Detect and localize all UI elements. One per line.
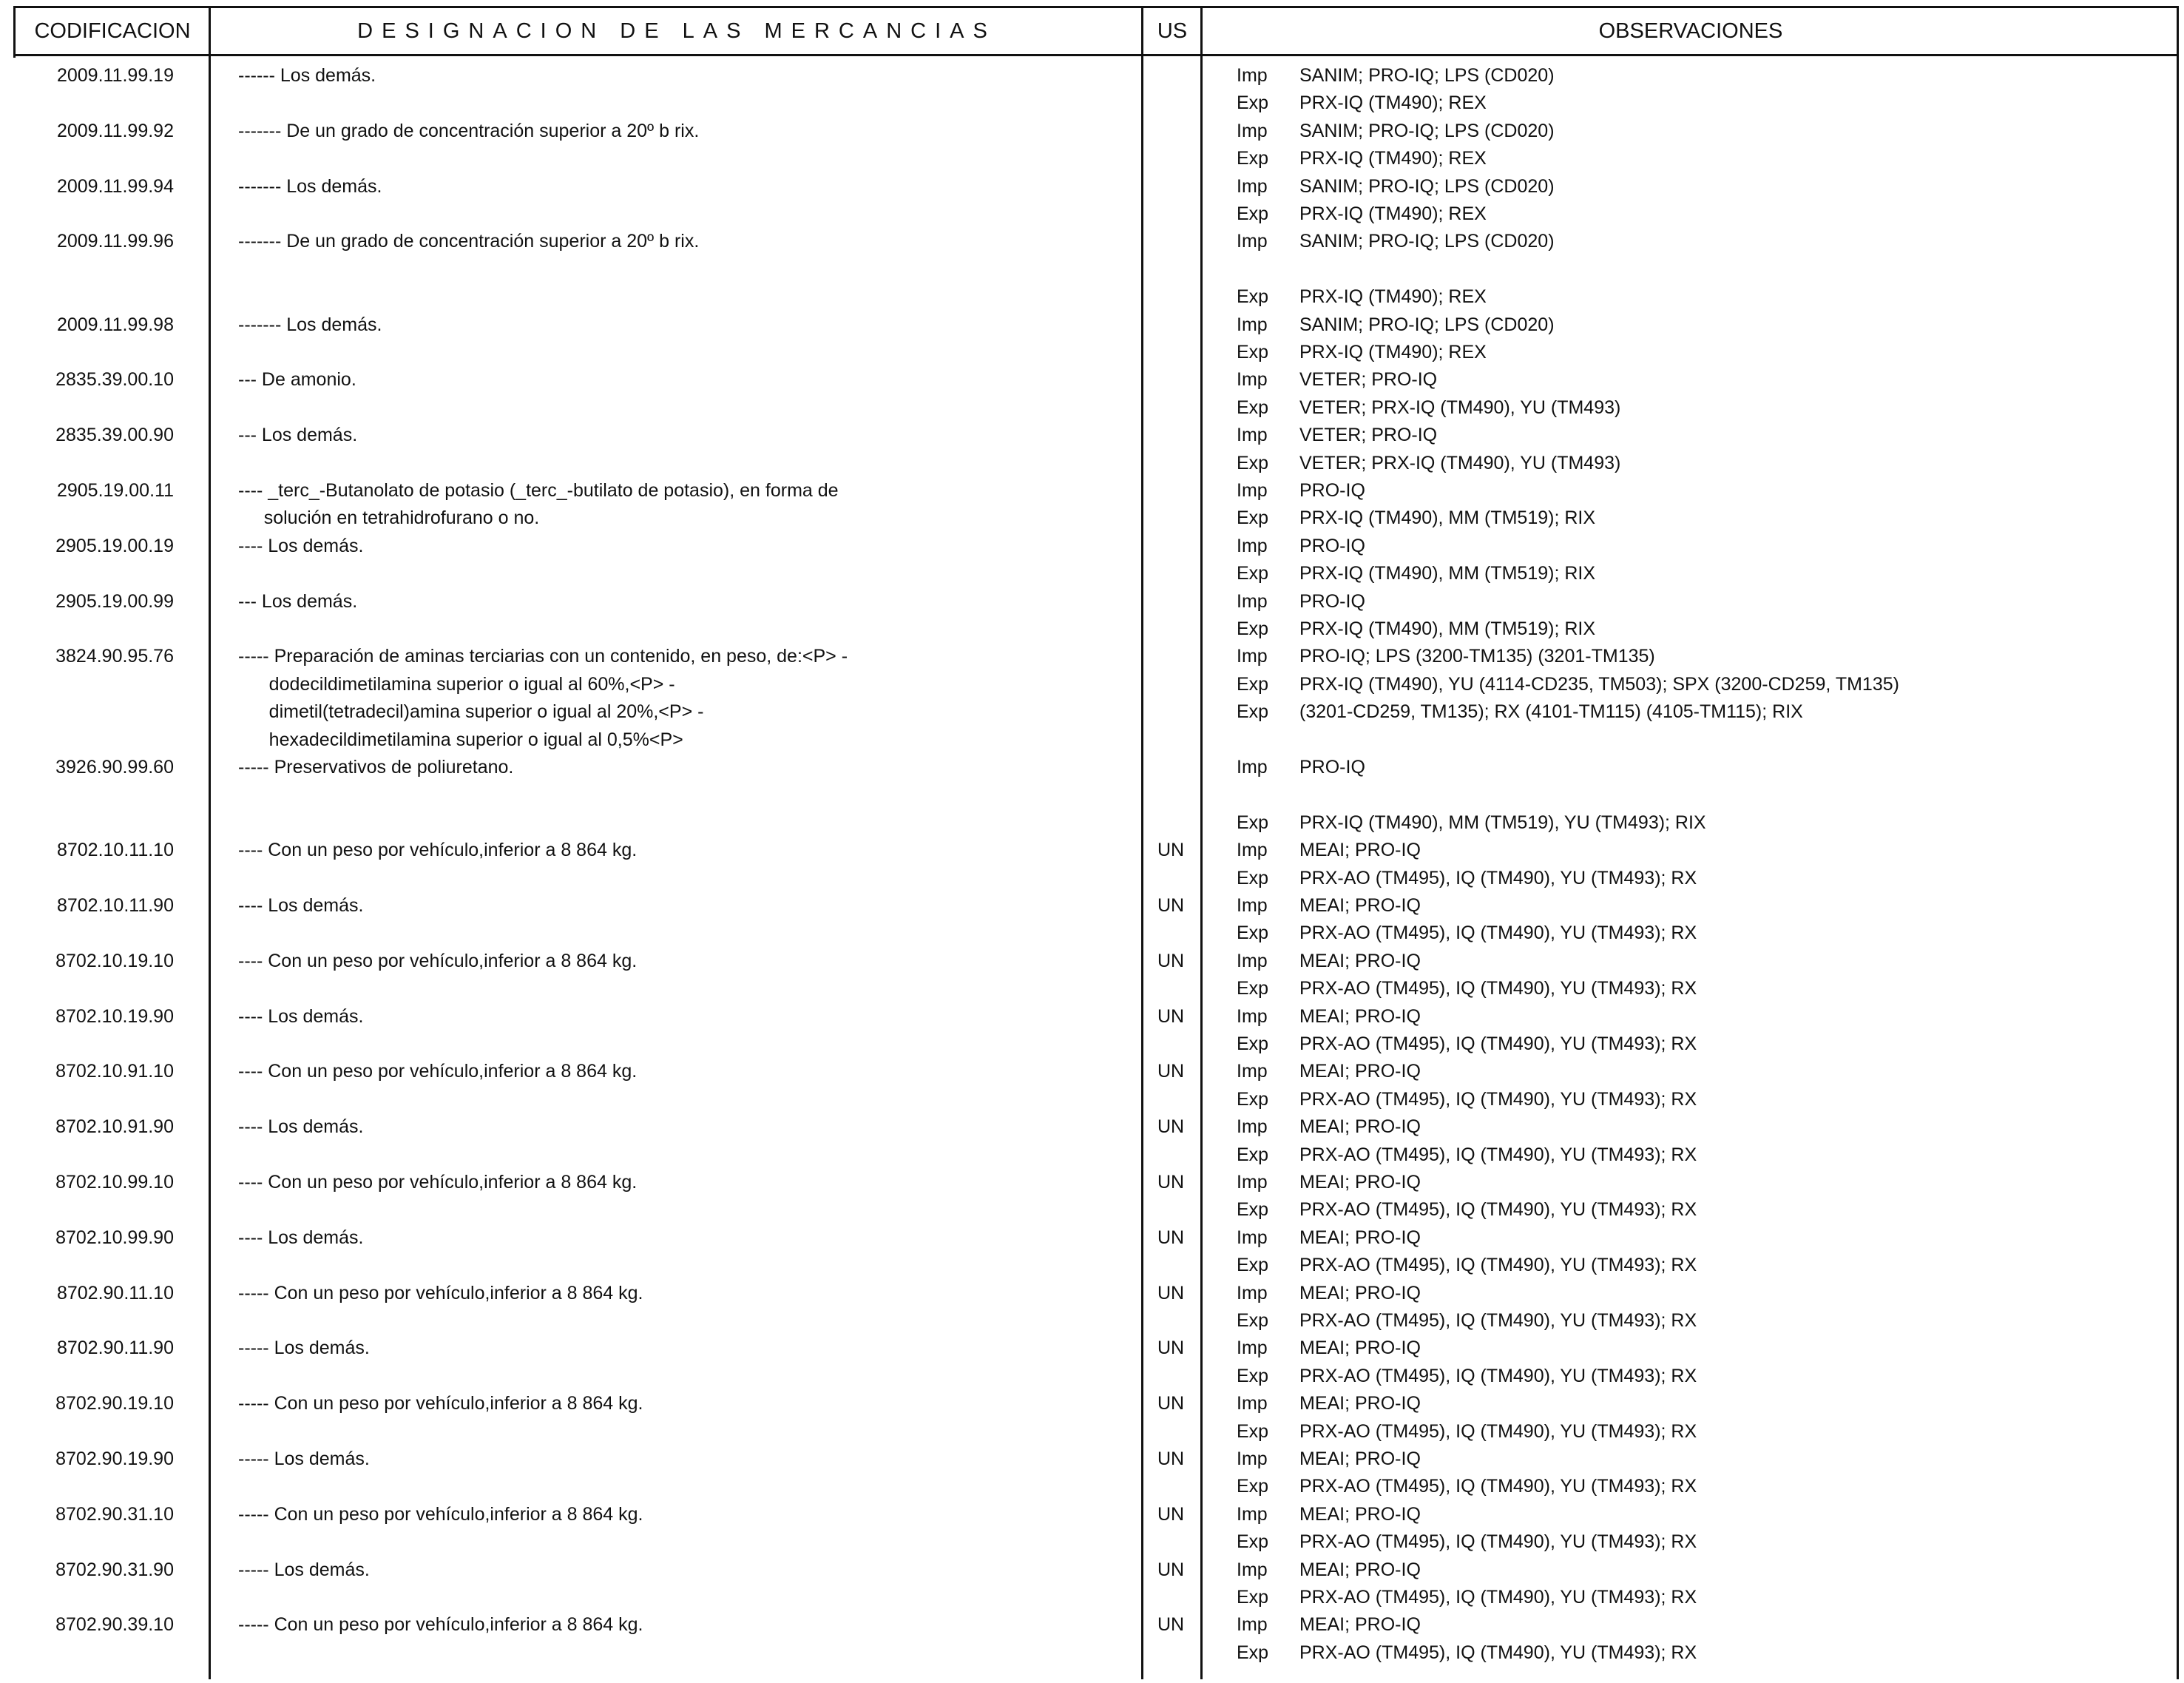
row-obs-text: VETER; PRO-IQ <box>1299 369 1438 391</box>
row-obs-text: SANIM; PRO-IQ; LPS (CD020) <box>1299 120 1555 141</box>
row-obs-type: Imp <box>1237 1614 1268 1636</box>
row-obs-type: Imp <box>1237 1448 1268 1469</box>
row-description: ----- Con un peso por vehículo,inferior a 8 864 kg. <box>238 1614 643 1636</box>
row-code: 8702.10.19.10 <box>55 950 174 971</box>
row-obs-text: PRX-AO (TM495), IQ (TM490), YU (TM493); RX <box>1299 1088 1697 1110</box>
row-obs-text: PRX-AO (TM495), IQ (TM490), YU (TM493); RX <box>1299 1476 1697 1497</box>
row-unit: UN <box>1157 1005 1185 1027</box>
row-unit: UN <box>1157 895 1185 916</box>
row-code: 3824.90.95.76 <box>55 646 174 667</box>
row-obs-type: Imp <box>1237 895 1268 916</box>
row-code: 8702.10.11.90 <box>56 895 174 916</box>
row-description: ----- Con un peso por vehículo,inferior a 8 864 kg. <box>238 1503 643 1525</box>
row-obs-type: Imp <box>1237 175 1268 197</box>
row-obs-text: PRX-AO (TM495), IQ (TM490), YU (TM493); RX <box>1299 1255 1697 1276</box>
row-unit: UN <box>1157 1061 1185 1082</box>
header-designacion: DESIGNACION DE LAS MERCANCIAS <box>357 19 996 43</box>
row-obs-text: MEAI; PRO-IQ <box>1299 1614 1421 1636</box>
row-description: ---- Los demás. <box>238 1227 364 1248</box>
row-obs-text: MEAI; PRO-IQ <box>1299 1338 1421 1359</box>
row-description: ---- Los demás. <box>238 535 364 556</box>
row-code: 2009.11.99.92 <box>56 120 174 141</box>
row-obs-type: Imp <box>1237 120 1268 141</box>
row-obs-text: PRO-IQ <box>1299 757 1365 778</box>
row-code: 2905.19.00.19 <box>55 535 174 556</box>
row-obs-type: Exp <box>1237 1587 1269 1608</box>
row-obs-type: Imp <box>1237 1172 1268 1193</box>
row-obs-type: Exp <box>1237 1033 1269 1054</box>
row-obs-text: VETER; PRO-IQ <box>1299 425 1438 446</box>
row-obs-type: Imp <box>1237 950 1268 971</box>
row-code: 2835.39.00.10 <box>55 369 174 391</box>
row-obs-type: Imp <box>1237 1503 1268 1525</box>
row-obs-text: PRO-IQ <box>1299 590 1365 612</box>
row-code: 2009.11.99.98 <box>56 314 174 335</box>
row-description: ---- Con un peso por vehículo,inferior a 8 864 kg. <box>238 1172 638 1193</box>
row-obs-type: Exp <box>1237 673 1269 695</box>
row-obs-type: Exp <box>1237 1531 1269 1553</box>
row-obs-text: PRX-IQ (TM490); REX <box>1299 148 1487 169</box>
row-description: ---- _terc_-Butanolato de potasio (_terc_-butilato de potasio), en forma de <box>238 480 839 501</box>
row-code: 8702.90.11.10 <box>56 1282 174 1303</box>
header-us: US <box>1157 19 1188 43</box>
row-obs-text: PRX-IQ (TM490), MM (TM519); RIX <box>1299 563 1596 584</box>
row-obs-text: MEAI; PRO-IQ <box>1299 1116 1421 1138</box>
row-code: 8702.10.91.10 <box>55 1061 174 1082</box>
row-obs-text: (3201-CD259, TM135); RX (4101-TM115) (4105-TM115); RIX <box>1299 701 1803 723</box>
row-obs-type: Exp <box>1237 342 1269 362</box>
col-divider-us <box>1200 6 1203 1679</box>
row-unit: UN <box>1157 1393 1185 1414</box>
row-obs-text: MEAI; PRO-IQ <box>1299 1448 1421 1469</box>
row-code: 8702.10.11.10 <box>56 840 174 861</box>
row-obs-text: MEAI; PRO-IQ <box>1299 1282 1421 1303</box>
row-obs-text: MEAI; PRO-IQ <box>1299 1061 1421 1082</box>
row-description: ----- Los demás. <box>238 1338 370 1359</box>
row-obs-text: PRX-AO (TM495), IQ (TM490), YU (TM493); RX <box>1299 1365 1697 1386</box>
row-description: ---- Los demás. <box>238 1005 364 1027</box>
row-obs-text: PRX-IQ (TM490), MM (TM519); RIX <box>1299 618 1596 639</box>
row-obs-type: Exp <box>1237 148 1269 169</box>
row-obs-type: Exp <box>1237 978 1269 999</box>
row-code: 2835.39.00.90 <box>55 425 174 446</box>
row-description: ----- Con un peso por vehículo,inferior a 8 864 kg. <box>238 1393 643 1414</box>
row-description: ------- Los demás. <box>238 314 382 335</box>
row-description: --- De amonio. <box>238 369 356 391</box>
row-obs-text: SANIM; PRO-IQ; LPS (CD020) <box>1299 231 1555 252</box>
table-frame-top <box>13 6 2179 8</box>
row-obs-text: PRX-IQ (TM490), MM (TM519), YU (TM493); RIX <box>1299 812 1706 833</box>
row-unit: UN <box>1157 1614 1185 1636</box>
row-obs-text: PRX-AO (TM495), IQ (TM490), YU (TM493); RX <box>1299 867 1697 888</box>
row-unit: UN <box>1157 1559 1185 1580</box>
row-code: 8702.90.19.90 <box>55 1448 174 1469</box>
row-description: ----- Preparación de aminas terciarias con un contenido, en peso, de:<P> - <box>238 646 848 667</box>
row-description: --- Los demás. <box>238 590 358 612</box>
row-unit: UN <box>1157 840 1185 861</box>
row-obs-type: Exp <box>1237 1420 1269 1442</box>
row-obs-text: PRX-AO (TM495), IQ (TM490), YU (TM493); RX <box>1299 923 1697 944</box>
row-obs-text: PRO-IQ; LPS (3200-TM135) (3201-TM135) <box>1299 646 1655 667</box>
row-obs-type: Exp <box>1237 923 1269 944</box>
row-code: 8702.90.31.90 <box>55 1559 174 1580</box>
row-unit: UN <box>1157 1227 1185 1248</box>
row-obs-text: PRX-AO (TM495), IQ (TM490), YU (TM493); RX <box>1299 1642 1697 1663</box>
row-obs-type: Imp <box>1237 231 1268 252</box>
row-obs-type: Imp <box>1237 590 1268 612</box>
row-obs-text: PRX-IQ (TM490); REX <box>1299 342 1487 362</box>
row-code: 3926.90.99.60 <box>55 757 174 778</box>
row-obs-text: VETER; PRX-IQ (TM490), YU (TM493) <box>1299 397 1621 418</box>
row-obs-type: Imp <box>1237 535 1268 556</box>
row-description: ------ Los demás. <box>238 65 376 86</box>
row-code: 2905.19.00.11 <box>56 480 174 501</box>
row-obs-type: Imp <box>1237 1393 1268 1414</box>
row-obs-type: Exp <box>1237 507 1269 529</box>
row-description: solución en tetrahidrofurano o no. <box>238 507 540 529</box>
row-obs-type: Exp <box>1237 1088 1269 1110</box>
row-description: --- Los demás. <box>238 425 358 446</box>
row-obs-type: Exp <box>1237 286 1269 308</box>
row-obs-text: PRX-AO (TM495), IQ (TM490), YU (TM493); RX <box>1299 978 1697 999</box>
row-description: ------- De un grado de concentración superior a 20º b rix. <box>238 231 700 252</box>
row-obs-type: Imp <box>1237 1116 1268 1138</box>
row-obs-type: Exp <box>1237 1144 1269 1165</box>
row-obs-text: PRX-AO (TM495), IQ (TM490), YU (TM493); RX <box>1299 1531 1697 1553</box>
row-obs-type: Imp <box>1237 1227 1268 1248</box>
row-obs-type: Exp <box>1237 1476 1269 1497</box>
row-code: 8702.10.99.10 <box>55 1172 174 1193</box>
row-obs-type: Exp <box>1237 867 1269 888</box>
row-obs-text: PRX-AO (TM495), IQ (TM490), YU (TM493); RX <box>1299 1033 1697 1054</box>
row-obs-text: VETER; PRX-IQ (TM490), YU (TM493) <box>1299 452 1621 473</box>
row-obs-text: PRX-IQ (TM490); REX <box>1299 92 1487 114</box>
row-description: dodecildimetilamina superior o igual al 60%,<P> - <box>238 673 675 695</box>
row-obs-type: Exp <box>1237 92 1269 114</box>
row-obs-type: Exp <box>1237 1199 1269 1221</box>
row-obs-type: Exp <box>1237 1310 1269 1331</box>
row-obs-text: MEAI; PRO-IQ <box>1299 1005 1421 1027</box>
row-obs-type: Imp <box>1237 314 1268 335</box>
row-obs-text: PRX-AO (TM495), IQ (TM490), YU (TM493); RX <box>1299 1310 1697 1331</box>
row-description: ----- Preservativos de poliuretano. <box>238 757 514 778</box>
row-unit: UN <box>1157 1172 1185 1193</box>
row-obs-type: Imp <box>1237 480 1268 501</box>
row-description: ---- Con un peso por vehículo,inferior a 8 864 kg. <box>238 840 638 861</box>
row-obs-text: MEAI; PRO-IQ <box>1299 1227 1421 1248</box>
row-description: ---- Con un peso por vehículo,inferior a 8 864 kg. <box>238 950 638 971</box>
row-code: 8702.10.99.90 <box>55 1227 174 1248</box>
row-obs-type: Exp <box>1237 1642 1269 1663</box>
row-obs-type: Exp <box>1237 618 1269 639</box>
row-unit: UN <box>1157 1448 1185 1469</box>
row-obs-text: MEAI; PRO-IQ <box>1299 950 1421 971</box>
row-obs-text: MEAI; PRO-IQ <box>1299 1172 1421 1193</box>
row-obs-type: Imp <box>1237 646 1268 667</box>
row-obs-type: Imp <box>1237 1005 1268 1027</box>
row-obs-text: MEAI; PRO-IQ <box>1299 1559 1421 1580</box>
row-description: ----- Los demás. <box>238 1559 370 1580</box>
row-obs-text: PRX-IQ (TM490); REX <box>1299 203 1487 224</box>
row-description: dimetil(tetradecil)amina superior o igual al 20%,<P> - <box>238 701 704 723</box>
row-obs-type: Exp <box>1237 812 1269 833</box>
row-unit: UN <box>1157 1338 1185 1359</box>
row-obs-type: Exp <box>1237 563 1269 584</box>
header-observaciones: OBSERVACIONES <box>1598 19 1783 43</box>
row-code: 8702.10.91.90 <box>55 1116 174 1138</box>
row-unit: UN <box>1157 1503 1185 1525</box>
row-code: 2905.19.00.99 <box>55 590 174 612</box>
row-obs-type: Exp <box>1237 1255 1269 1276</box>
row-obs-text: SANIM; PRO-IQ; LPS (CD020) <box>1299 314 1555 335</box>
row-obs-type: Exp <box>1237 397 1269 418</box>
row-description: ------- De un grado de concentración superior a 20º b rix. <box>238 120 700 141</box>
row-description: ---- Con un peso por vehículo,inferior a 8 864 kg. <box>238 1061 638 1082</box>
header-codificacion: CODIFICACION <box>34 19 191 43</box>
row-description: ----- Con un peso por vehículo,inferior a 8 864 kg. <box>238 1282 643 1303</box>
row-obs-type: Exp <box>1237 701 1269 723</box>
row-obs-text: MEAI; PRO-IQ <box>1299 840 1421 861</box>
row-obs-text: SANIM; PRO-IQ; LPS (CD020) <box>1299 65 1555 86</box>
row-description: hexadecildimetilamina superior o igual al 0,5%<P> <box>238 729 683 750</box>
row-obs-type: Imp <box>1237 1338 1268 1359</box>
row-unit: UN <box>1157 1282 1185 1303</box>
row-obs-type: Imp <box>1237 1282 1268 1303</box>
row-obs-text: MEAI; PRO-IQ <box>1299 1503 1421 1525</box>
row-obs-text: PRX-AO (TM495), IQ (TM490), YU (TM493); RX <box>1299 1144 1697 1165</box>
row-obs-type: Imp <box>1237 840 1268 861</box>
header-bottom-rule <box>13 54 2179 56</box>
row-obs-type: Exp <box>1237 203 1269 224</box>
row-description: ----- Los demás. <box>238 1448 370 1469</box>
row-unit: UN <box>1157 950 1185 971</box>
row-obs-text: MEAI; PRO-IQ <box>1299 1393 1421 1414</box>
row-obs-text: PRX-AO (TM495), IQ (TM490), YU (TM493); RX <box>1299 1587 1697 1608</box>
row-obs-type: Imp <box>1237 425 1268 446</box>
row-description: ---- Los demás. <box>238 1116 364 1138</box>
row-obs-text: PRX-IQ (TM490), YU (4114-CD235, TM503); SPX (3200-CD259, TM135) <box>1299 673 1899 695</box>
row-code: 2009.11.99.96 <box>56 231 174 252</box>
row-code: 2009.11.99.94 <box>56 175 174 197</box>
row-obs-type: Imp <box>1237 757 1268 778</box>
table-frame-left <box>13 6 16 58</box>
row-obs-text: SANIM; PRO-IQ; LPS (CD020) <box>1299 175 1555 197</box>
row-description: ------- Los demás. <box>238 175 382 197</box>
row-code: 8702.90.19.10 <box>55 1393 174 1414</box>
col-divider-code <box>209 6 211 1679</box>
row-unit: UN <box>1157 1116 1185 1138</box>
row-obs-type: Exp <box>1237 452 1269 473</box>
row-obs-text: PRX-AO (TM495), IQ (TM490), YU (TM493); RX <box>1299 1420 1697 1442</box>
row-code: 8702.90.39.10 <box>55 1614 174 1636</box>
row-obs-text: PRO-IQ <box>1299 480 1365 501</box>
row-obs-type: Imp <box>1237 1559 1268 1580</box>
row-obs-text: PRX-IQ (TM490); REX <box>1299 286 1487 308</box>
row-obs-text: PRX-AO (TM495), IQ (TM490), YU (TM493); RX <box>1299 1199 1697 1221</box>
row-description: ---- Los demás. <box>238 895 364 916</box>
row-code: 8702.90.11.90 <box>56 1338 174 1359</box>
row-code: 8702.90.31.10 <box>55 1503 174 1525</box>
row-obs-type: Imp <box>1237 65 1268 86</box>
row-code: 2009.11.99.19 <box>56 65 174 86</box>
row-obs-text: MEAI; PRO-IQ <box>1299 895 1421 916</box>
row-obs-type: Imp <box>1237 369 1268 391</box>
row-obs-type: Imp <box>1237 1061 1268 1082</box>
table-frame-right <box>2177 6 2179 1679</box>
row-obs-type: Exp <box>1237 1365 1269 1386</box>
col-divider-desc <box>1141 6 1143 1679</box>
row-obs-text: PRX-IQ (TM490), MM (TM519); RIX <box>1299 507 1596 529</box>
row-obs-text: PRO-IQ <box>1299 535 1365 556</box>
row-code: 8702.10.19.90 <box>55 1005 174 1027</box>
